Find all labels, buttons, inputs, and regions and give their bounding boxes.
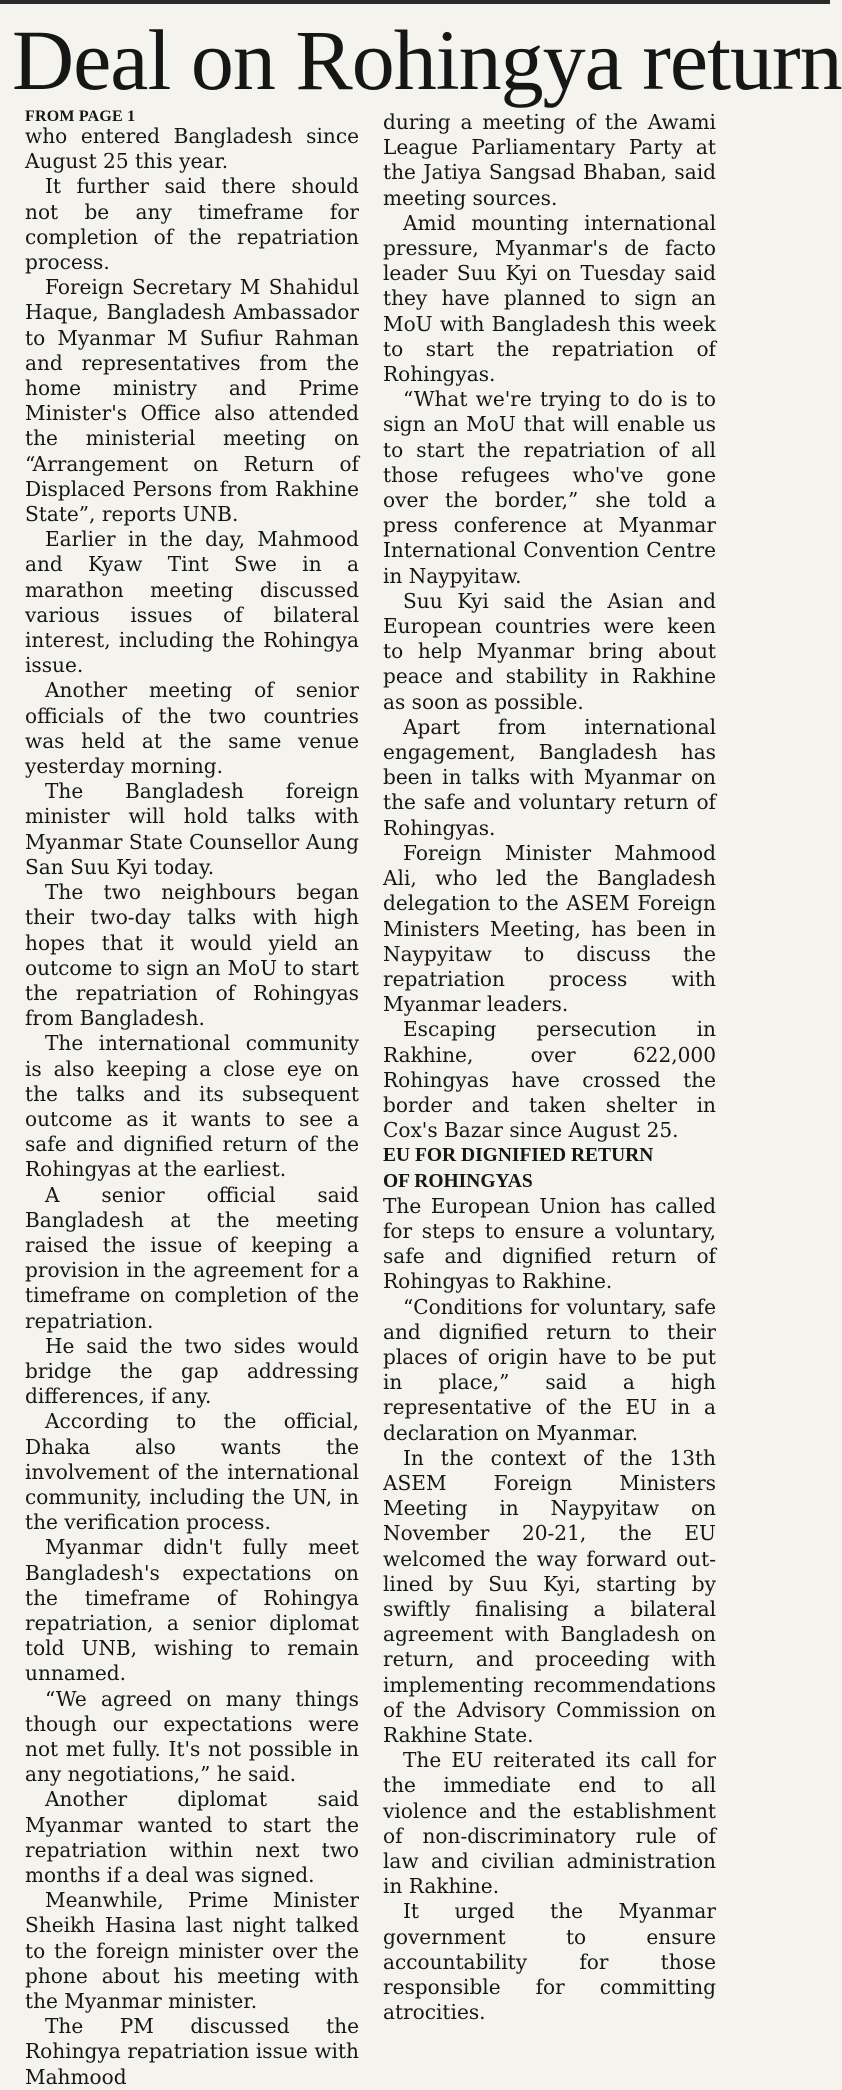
kicker-from-page-1: FROM PAGE 1 — [25, 108, 136, 125]
paragraph: “What we're trying to do is to sign an MoU that will enable us to start the repatriation of all those refugees who've gone over the border,” she told a press conference at Myanmar International Convention Centre in Naypyitaw. — [383, 387, 716, 588]
paragraph: Foreign Secretary M Shahidul Haque, Bangladesh Ambassador to Myanmar M Sufiur Rahman and representatives from the home ministry and Prime Minister's Office also attended the ministerial meeting on “Arrangement on Return of Displaced Persons from Rakhine State”, reports UNB. — [25, 275, 359, 527]
paragraph: In the context of the 13th ASEM Foreign Ministers Meeting in Naypyitaw on November 20-21, the EU welcomed the way forward outlined by Suu Kyi, starting by swiftly finalising a bilateral agreement with Bangladesh on return, and proceeding with implementing recommendations of the Advisory Commission on Rakhine State. — [383, 1445, 716, 1747]
paragraph: The EU reiterated its call for the immediate end to all violence and the establishment of non-discriminatory rule of law and civilian administration in Rakhine. — [383, 1748, 716, 1899]
paragraph: Earlier in the day, Mahmood and Kyaw Tint Swe in a marathon meeting discussed various issues of bilateral interest, including the Rohingya issue. — [25, 527, 359, 678]
subhead-line: EU FOR DIGNIFIED RETURN — [383, 1145, 654, 1167]
paragraph: “We agreed on many things though our expectations were not met fully. It's not possible in any negotiations,” he said. — [25, 1686, 359, 1787]
paragraph: The Bangladesh foreign minister will hold talks with Myanmar State Counsellor Aung San Suu Kyi today. — [25, 779, 359, 879]
paragraph: The two neighbours began their two-day talks with high hopes that it would yield an outcome to sign an MoU to start the repatriation of Rohingyas from Bangladesh. — [25, 880, 359, 1031]
paragraph: during a meeting of the Awami League Parliamentary Party at the Jatiya Sangsad Bhaban, said meeting sources. — [383, 110, 716, 210]
paragraph: “Conditions for voluntary, safe and dignified return to their places of origin have to be put in place,” said a high representative of the EU in a declaration on Myanmar. — [383, 1294, 716, 1445]
paragraph: Myanmar didn't fully meet Bangladesh's expectations on the timeframe of Rohingya repatriation, a senior diplomat told UNB, wishing to remain unnamed. — [25, 1535, 359, 1686]
paragraph: Apart from international engagement, Bangladesh has been in talks with Myanmar on the safe and voluntary return of Rohingyas. — [383, 714, 716, 840]
paragraph: He said the two sides would bridge the gap addressing differences, if any. — [25, 1333, 359, 1409]
paragraph: Another diplomat said Myanmar wanted to start the repatriation within next two months if a deal was signed. — [25, 1787, 359, 1888]
paragraph: Escaping persecution in Rakhine, over 622,000 Rohingyas have crossed the border and taken shelter in Cox's Bazar since August 25. — [383, 1017, 716, 1143]
paragraph: The PM discussed the Rohingya repatriation issue with Mahmood — [25, 2014, 359, 2089]
paragraph: Another meeting of senior officials of the two countries was held at the same venue yesterday morning. — [25, 678, 359, 779]
article-column-left — [25, 108, 359, 2089]
paragraph: Foreign Minister Mahmood Ali, who led the Bangladesh delegation to the ASEM Foreign Ministers Meeting, has been in Naypyitaw to discuss the repatriation process with Myanmar leaders. — [383, 840, 716, 1017]
paragraph: Meanwhile, Prime Minister Sheikh Hasina last night talked to the foreign minister over the phone about his meeting with the Myanmar minister. — [25, 1888, 359, 2014]
paragraph: Amid mounting international pressure, Myanmar's de facto leader Suu Kyi on Tuesday said they have planned to sign an MoU with Bangladesh this week to start the repatriation of Rohingyas. — [383, 210, 716, 387]
top-rule — [0, 0, 830, 4]
headline: Deal on Rohingya return — [12, 12, 842, 108]
paragraph: who entered Bangladesh since August 25 this year. — [25, 124, 359, 174]
paragraph: A senior official said Bangladesh at the meeting raised the issue of keeping a provision in the agreement for a timeframe on completion of the repatriation. — [25, 1182, 359, 1333]
subhead-line: OF ROHINGYAS — [383, 1170, 533, 1192]
article-column-right — [383, 110, 716, 2025]
paragraph: It urged the Myanmar government to ensure accountability for those responsible for committing atrocities. — [383, 1899, 716, 2025]
paragraph: According to the official, Dhaka also wants the involvement of the international community, including the UN, in the verification process. — [25, 1409, 359, 1535]
paragraph: The European Union has called for steps to ensure a voluntary, safe and dignified return of Rohingyas to Rakhine. — [383, 1193, 716, 1294]
paragraph: The international community is also keeping a close eye on the talks and its subsequent outcome as it wants to see a safe and dignified return of the Rohingyas at the earliest. — [25, 1031, 359, 1182]
paragraph: Suu Kyi said the Asian and European countries were keen to help Myanmar bring about peace and stability in Rakhine as soon as possible. — [383, 588, 716, 714]
paragraph: It further said there should not be any timeframe for completion of the repatriation process. — [25, 174, 359, 275]
subhead — [383, 1143, 716, 1193]
